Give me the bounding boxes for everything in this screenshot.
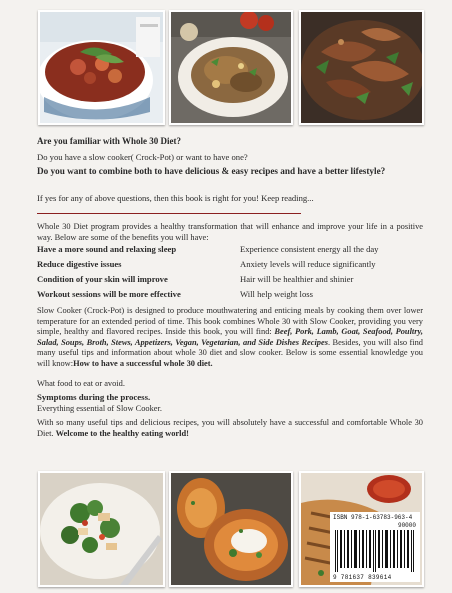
intro-paragraph: Whole 30 Diet program provides a healthy transformation that will enhance and improve your life in a positive way. Below are some of the benefits you will have:	[37, 222, 423, 242]
benefit-right-1: Experience consistent energy all the day	[240, 244, 379, 254]
symptoms-text: Symptoms during the process.	[37, 392, 151, 402]
shredded-pork-photo	[299, 10, 424, 125]
question-slow-cooker: Do you have a slow cooker( Crock-Pot) or want to have one?	[37, 152, 248, 162]
question-familiar: Are you familiar with Whole 30 Diet?	[37, 136, 181, 146]
benefit-left-1: Have a more sound and relaxing sleep	[37, 244, 177, 254]
what-to-eat-text: What food to eat or avoid.	[37, 379, 125, 388]
welcome-text: Welcome to the healthy eating world!	[55, 428, 189, 438]
isbn-text: ISBN 978-1-63783-963-4	[333, 514, 413, 521]
benefit-left-4: Workout sessions will be more effective	[37, 289, 181, 299]
recipe-categories: Beef, Pork, Lamb, Goat, Seafood, Poultry, Salad, Soups, Broth, Stews, Appetizers, Vegan, Vegetarian, and Side Dishes Recipes	[37, 327, 423, 347]
keep-reading-text: If yes for any of above questions, then this book is right for you! Keep reading...	[37, 193, 314, 203]
price-code: 90000	[397, 522, 416, 529]
benefit-left-3: Condition of your skin will improve	[37, 274, 168, 284]
chili-bowl-photo	[38, 10, 165, 125]
slow-cooker-text: Slow Cooker (Crock-Pot) is designed to produce mouthwatering and enticing meals by cooking them over lower temperature for an extended period of time. This book combines Whole 30 with Slow Cooker, providing you very simple, healthy and flavored recipes. Inside this book, you will find:	[37, 306, 423, 337]
closing-text: With so many useful tips and delicious recipes, you will absolutely have a successful and comfortable Whole 30 Diet.	[37, 418, 423, 438]
benefit-left-2: Reduce digestive issues	[37, 259, 122, 269]
barcode-digits: 9 781637 839614	[333, 574, 392, 581]
benefit-right-2: Anxiety levels will reduce significantly	[240, 259, 376, 269]
isbn-barcode	[330, 512, 420, 582]
successful-diet-text: How to have a successful whole 30 diet.	[73, 358, 213, 368]
essential-text: Everything essential of Slow Cooker.	[37, 404, 162, 413]
chicken-broccoli-photo	[38, 471, 165, 587]
benefit-right-3: Hair will be healthier and shinier	[240, 274, 354, 284]
closing-paragraph	[37, 418, 423, 439]
slow-cooker-paragraph	[37, 306, 423, 370]
divider-line	[37, 213, 301, 214]
slow-cooker-text-2: . Besides, you will also find many useful tips and information about whole 30 diet and slow cooker. Below is some essential knowledge you will know:	[37, 337, 423, 368]
question-combine: Do you want to combine both to have delicious & easy recipes and have a better lifestyle?	[37, 166, 386, 176]
barcode-bars	[334, 530, 416, 572]
benefit-right-4: Will help weight loss	[240, 289, 313, 299]
stuffed-sweet-potato-photo	[169, 471, 293, 587]
braised-chicken-photo	[169, 10, 293, 125]
